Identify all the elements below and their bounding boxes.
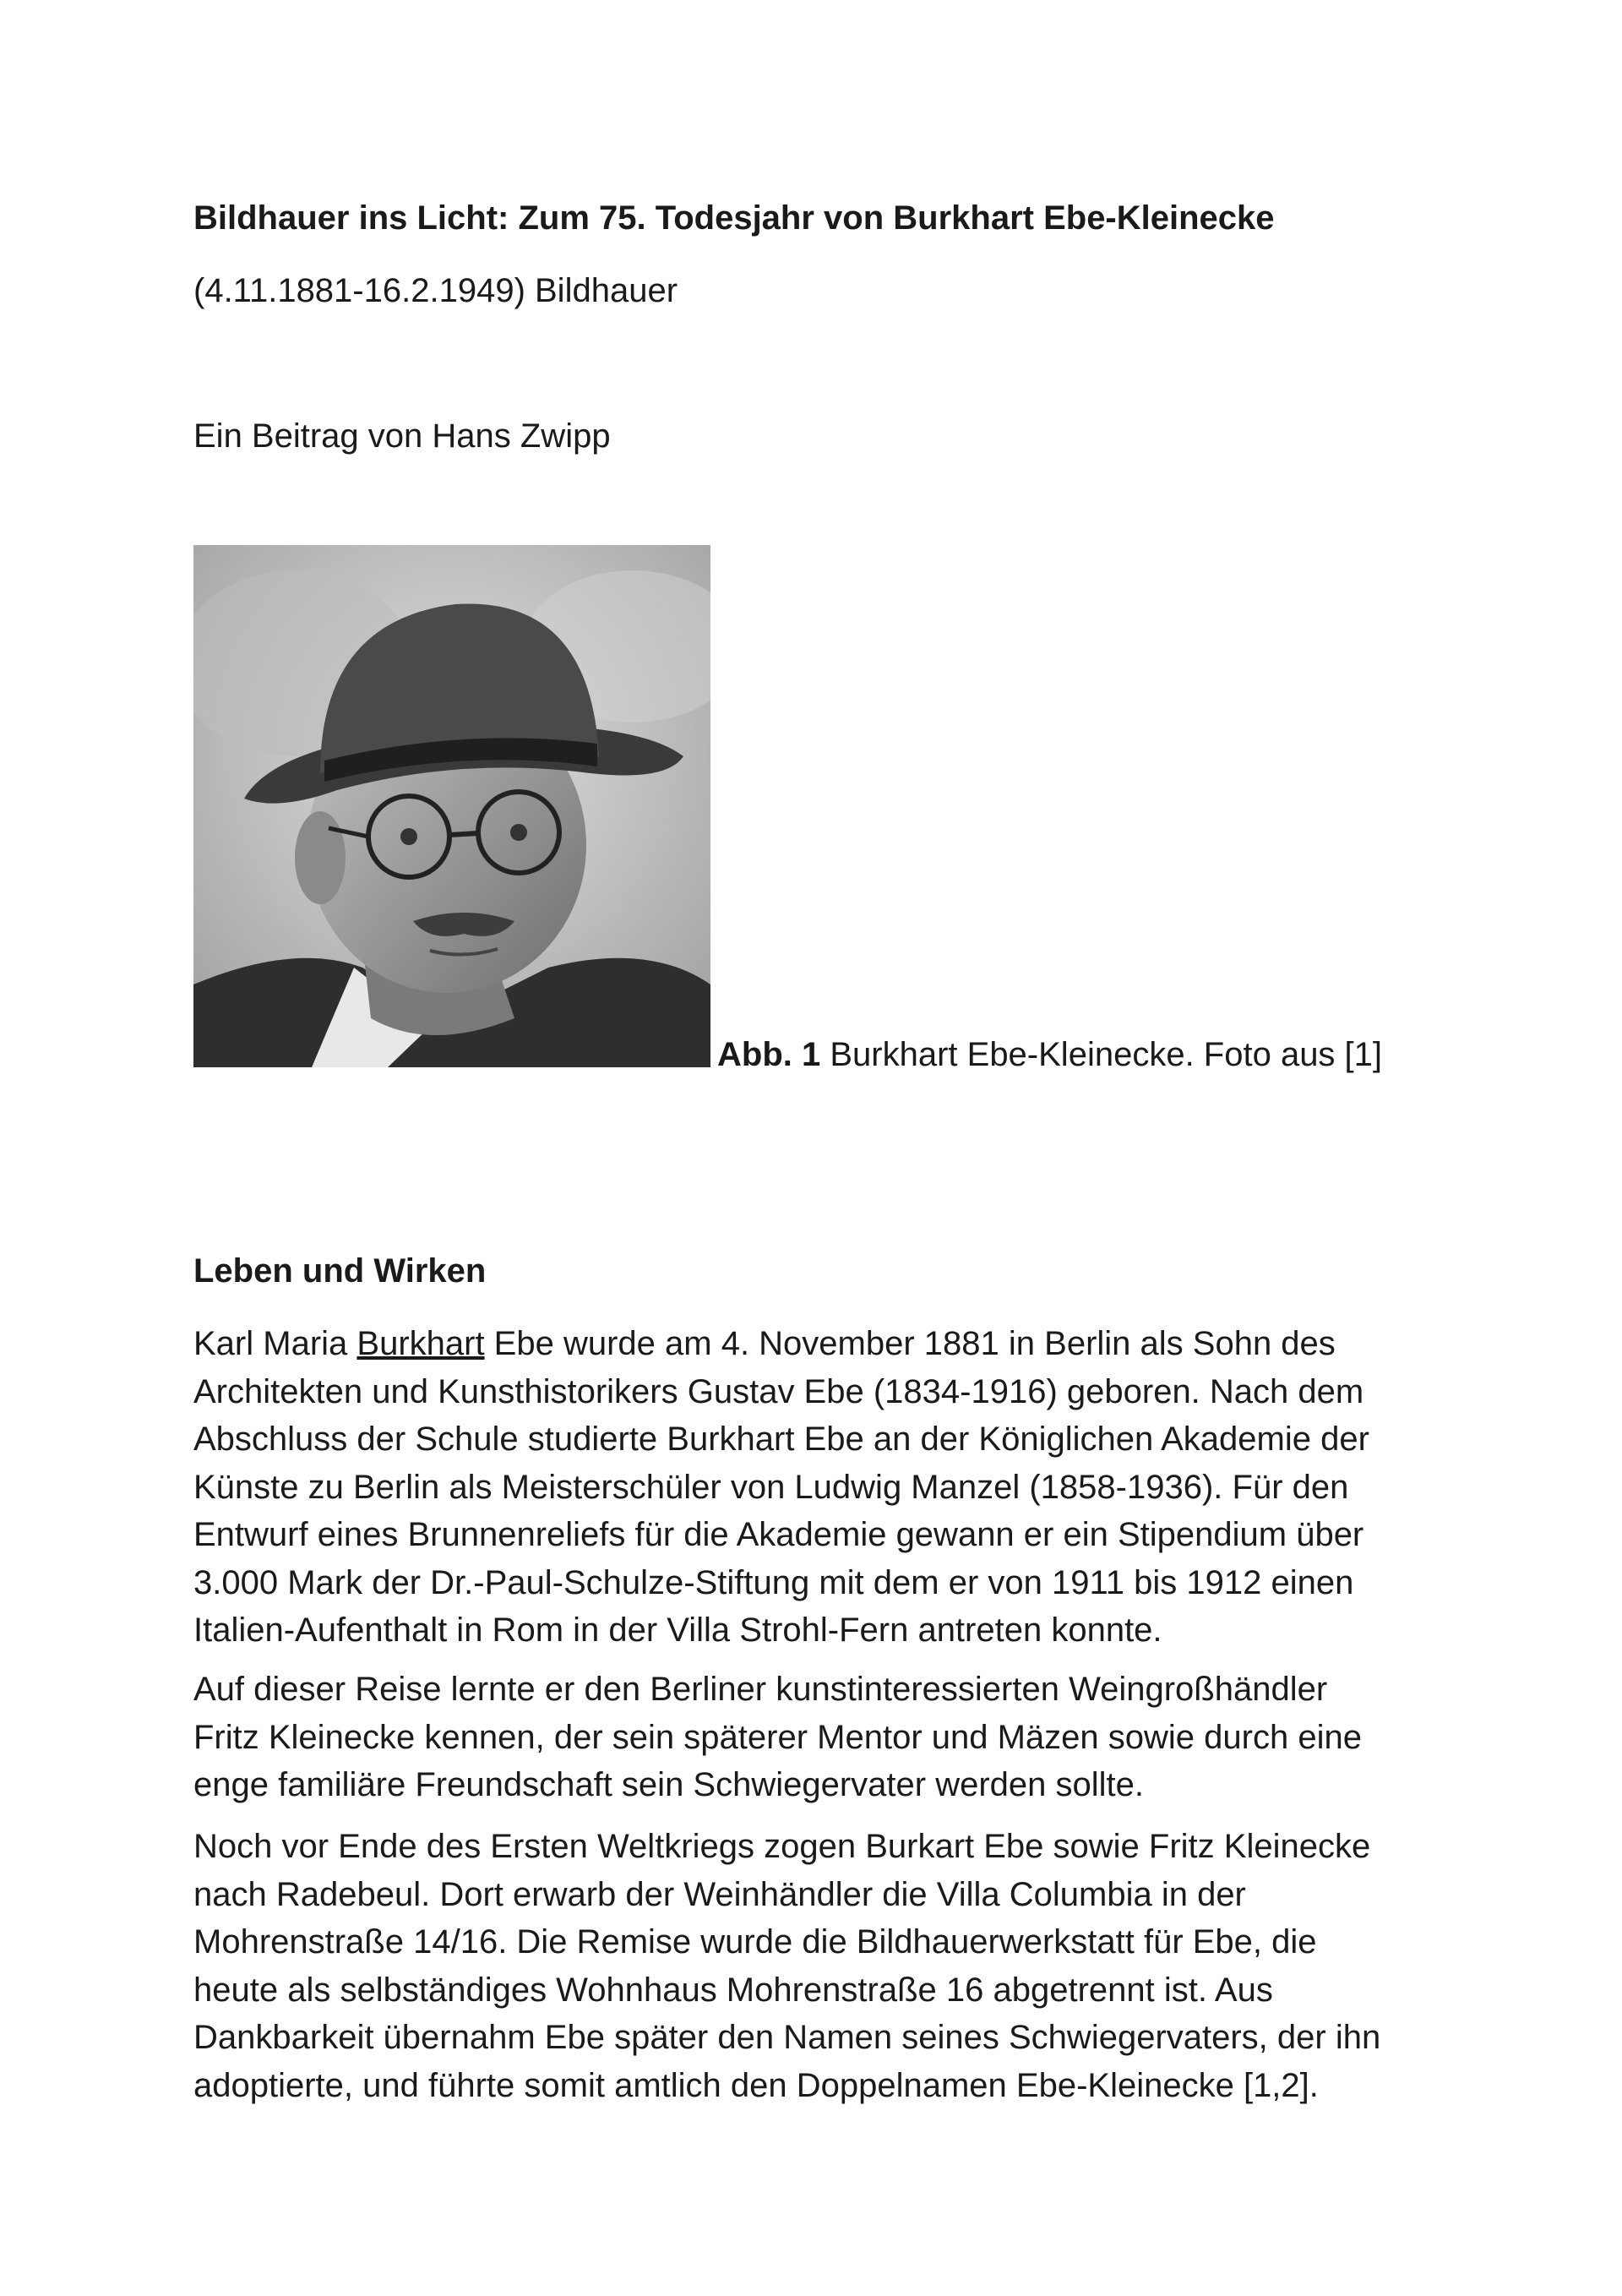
article-title: Bildhauer ins Licht: Zum 75. Todesjahr von Burkhart Ebe-Kleinecke — [193, 199, 1275, 237]
section-heading: Leben und Wirken — [193, 1252, 487, 1290]
portrait-photo — [193, 545, 710, 1067]
figure-label: Abb. 1 — [717, 1036, 821, 1073]
underlined-name: Burkhart — [357, 1325, 485, 1362]
figure-caption-text: Burkhart Ebe-Kleinecke. Foto aus [1] — [820, 1036, 1383, 1073]
paragraph-1 — [193, 1320, 1461, 1655]
portrait-illustration — [193, 545, 710, 1067]
paragraph-2: Auf dieser Reise lernte er den Berliner kunstinteressierten Weingroßhändler Fritz Kleinecke kennen, der sein späterer Mentor und Mäzen sowie durch eine enge familiäre Freundschaft sein Schwiegervater werden sollte. — [193, 1671, 1362, 1803]
life-dates: (4.11.1881-16.2.1949) Bildhauer — [193, 272, 678, 309]
paragraph-1-rest: Ebe wurde am 4. November 1881 in Berlin als Sohn des Architekten und Kunsthistorikers Gustav Ebe (1834-1916) geboren. Nach dem Abschluss der Schule studierte Burkhart Ebe an der Königlichen Akademie der Künste zu Berlin als Meisterschüler von Ludwig Manzel (1858-1936). Für den Entwurf eines Brunnenreliefs für die Akademie gewann er ein Stipendium über 3.000 Mark der Dr.-Paul-Schulze-Stiftung mit dem er von 1911 bis 1912 einen Italien-Aufenthalt in Rom in der Villa Strohl-Fern antreten konnte. — [193, 1325, 1369, 1649]
paragraph-3: Noch vor Ende des Ersten Weltkriegs zogen Burkart Ebe sowie Fritz Kleinecke nach Radebeul. Dort erwarb der Weinhändler die Villa Columbia in der Mohrenstraße 14/16. Die Remise wurde die Bildhauerwerkstatt für Ebe, die heute als selbständiges Wohnhaus Mohrenstraße 16 abgetrennt ist. Aus Dankbarkeit übernahm Ebe später den Namen seines Schwiegervaters, der ihn adoptierte, und führte somit amtlich den Doppelnamen Ebe-Kleinecke [1,2]. — [193, 1828, 1381, 2104]
paragraph-1-start: Karl Maria — [193, 1325, 357, 1362]
author-byline: Ein Beitrag von Hans Zwipp — [193, 417, 611, 455]
figure-caption — [717, 1033, 1382, 1077]
